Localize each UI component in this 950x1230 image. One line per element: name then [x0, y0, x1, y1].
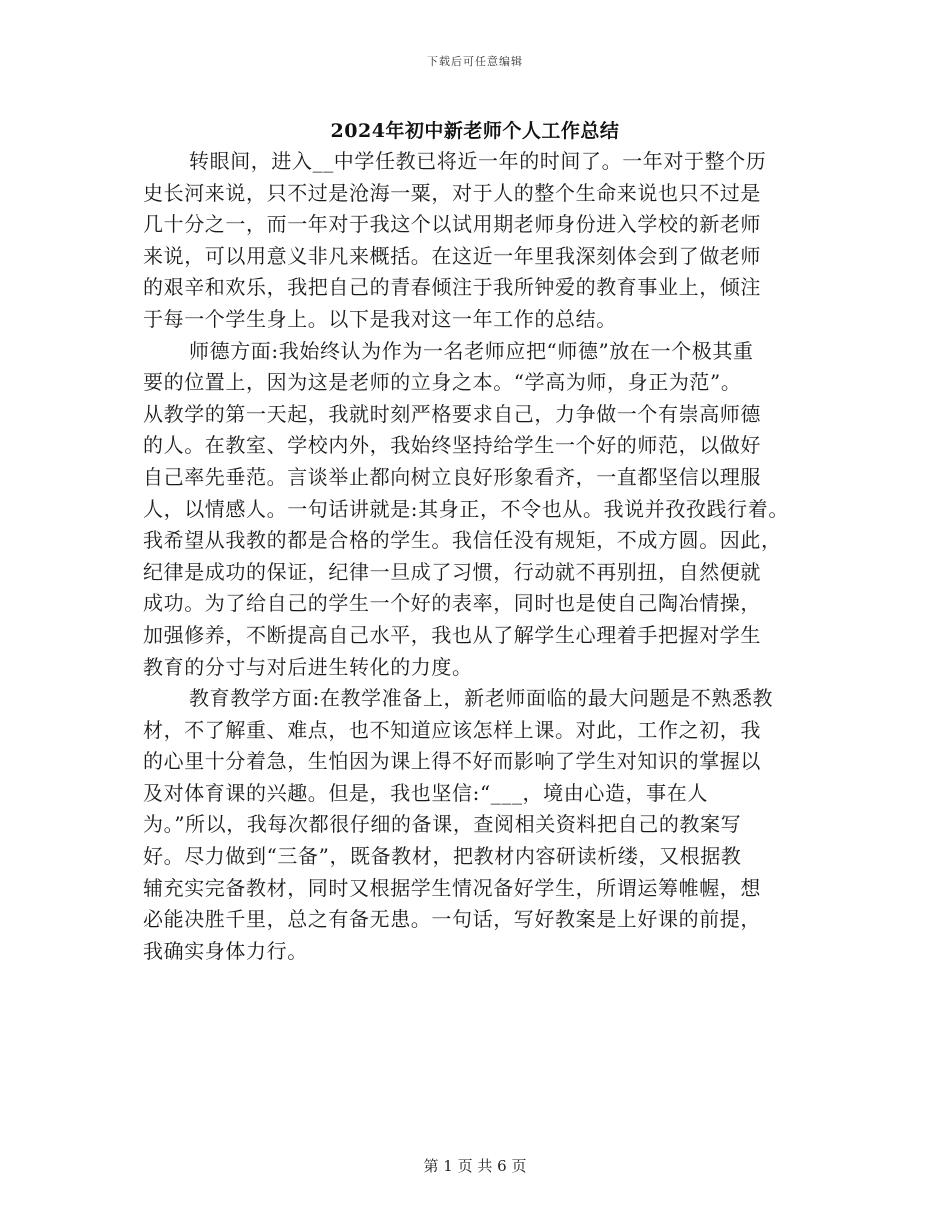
paragraph-line: 辅充实完备教材，同时又根据学生情况备好学生，所谓运筹帷幄，想 [143, 875, 761, 900]
paragraph-line: 成功。为了给自己的学生一个好的表率，同时也是使自己陶冶情操， [143, 591, 761, 616]
paragraph-line: 于每一个学生身上。以下是我对这一年工作的总结。 [143, 306, 617, 331]
paragraph-line: 人，以情感人。一句话讲就是:其身正，不令也从。我说并孜孜践行着。 [143, 496, 789, 521]
paragraph-line: 材，不了解重、难点，也不知道应该怎样上课。对此，工作之初，我 [143, 717, 761, 742]
paragraph-line: 的艰辛和欢乐，我把自己的青春倾注于我所钟爱的教育事业上，倾注 [143, 275, 761, 300]
document-title: 2024年初中新老师个人工作总结 [330, 120, 620, 142]
paragraph-line: 的人。在教室、学校内外，我始终坚持给学生一个好的师范，以做好 [143, 433, 761, 458]
paragraph-line: 从教学的第一天起，我就时刻严格要求自己，力争做一个有崇高师德 [143, 401, 761, 426]
paragraph-line: 纪律是成功的保证，纪律一旦成了习惯，行动就不再别扭，自然便就 [143, 559, 761, 584]
paragraph-line: 教育的分寸与对后进生转化的力度。 [143, 654, 473, 679]
document-body [143, 146, 818, 967]
paragraph-line: 必能决胜千里，总之有备无患。一句话，写好教案是上好课的前提， [143, 907, 761, 932]
page-number: 第 1 页 共 6 页 [423, 1157, 527, 1175]
paragraph-line: 加强修养，不断提高自己水平，我也从了解学生心理着手把握对学生 [143, 622, 761, 647]
paragraph-line: 我确实身体力行。 [143, 938, 308, 963]
paragraph-line: 为。”所以，我每次都很仔细的备课，查阅相关资料把自己的教案写 [143, 812, 742, 837]
paragraph-line: 好。尽力做到“三备”，既备教材，把教材内容研读析缕，又根据教 [143, 844, 742, 869]
paragraph-line: 要的位置上，因为这是老师的立身之本。“学高为师，身正为范”。 [143, 370, 742, 395]
paragraph-line: 我希望从我教的都是合格的学生。我信任没有规矩，不成方圆。因此， [143, 528, 782, 553]
paragraph-first-line: 转眼间，进入__中学任教已将近一年的时间了。一年对于整个历 [189, 149, 767, 173]
paragraph-line: 自己率先垂范。言谈举止都向树立良好形象看齐，一直都坚信以理服 [143, 464, 761, 489]
paragraph-line: 几十分之一，而一年对于我这个以试用期老师身份进入学校的新老师 [143, 212, 761, 237]
paragraph-first-line: 师德方面:我始终认为作为一名老师应把“师德”放在一个极其重 [189, 338, 754, 363]
paragraph-line: 史长河来说，只不过是沧海一粟，对于人的整个生命来说也只不过是 [143, 180, 761, 205]
paragraph-line: 及对体育课的兴趣。但是，我也坚信:“___，境由心造，事在人 [143, 780, 708, 805]
paragraph-line: 的心里十分着急，生怕因为课上得不好而影响了学生对知识的掌握以 [143, 749, 761, 774]
paragraph-line: 来说，可以用意义非凡来概括。在这近一年里我深刻体会到了做老师 [143, 243, 761, 268]
paragraph-first-line: 教育教学方面:在教学准备上，新老师面临的最大问题是不熟悉教 [189, 686, 774, 711]
header-note: 下载后可任意编辑 [427, 55, 523, 68]
